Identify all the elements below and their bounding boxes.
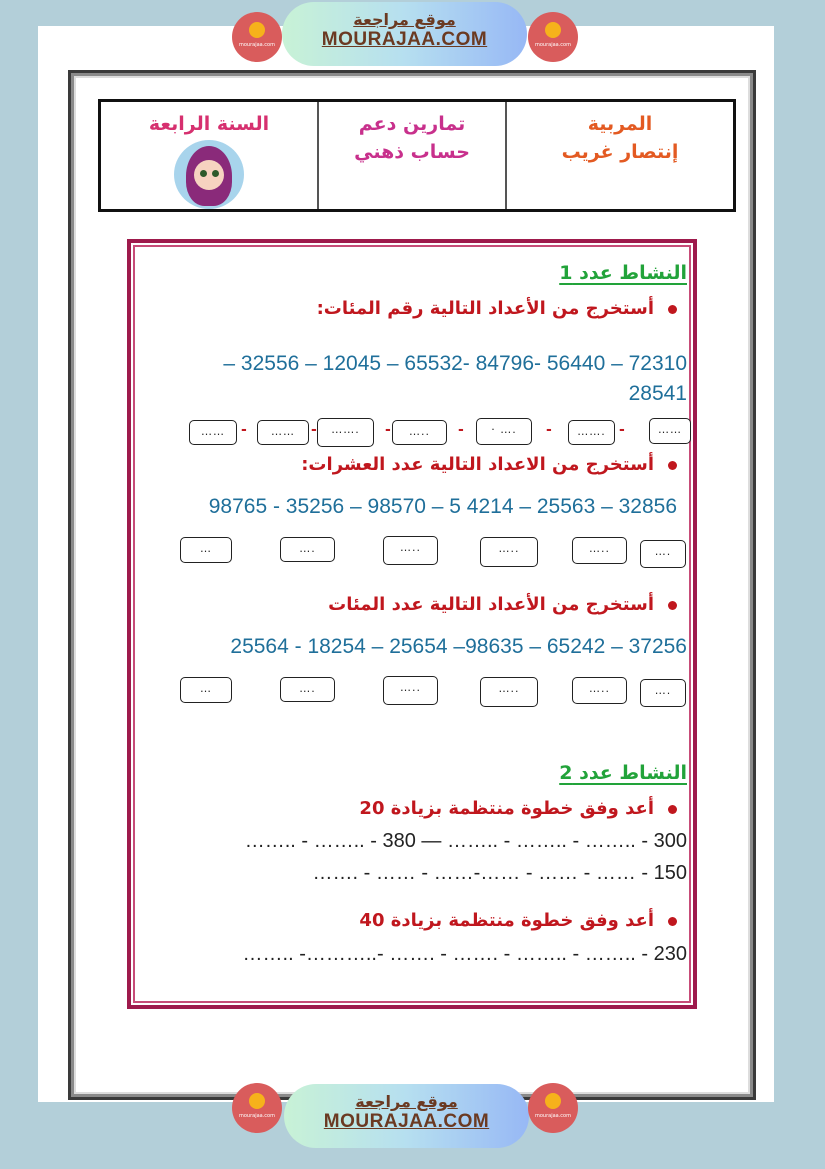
worksheet-title-line2: حساب ذهني [354,141,470,163]
answer-box[interactable]: ……. [317,418,374,447]
answer-box[interactable]: …… [257,420,309,445]
answer-box[interactable]: …. [280,537,335,562]
book-icon [545,22,561,38]
instruction-text: أستخرج من الأعداد التالية رقم المئات: [316,298,654,319]
logo-badge-right-bottom [528,1083,578,1133]
answer-box[interactable]: ….. [383,676,438,705]
book-icon [249,22,265,38]
bullet-icon [668,917,677,926]
site-name-arabic: موقع مراجعة [355,1092,458,1111]
header-cell-title [319,102,507,209]
badge-label: mourajaa.com [238,1113,275,1119]
sequence-line-20b: ……. - …… - ……-…… - …… - …… - 150 [312,862,687,884]
sequence-line-40: …….. -………..- ……. - ……. - …….. - …….. - 230 [242,943,687,965]
site-banner-bottom[interactable] [284,1084,529,1148]
instruction-text: أعد وفق خطوة منتظمة بزيادة 20 [359,798,654,819]
bullet-icon [668,601,677,610]
header-table [98,99,736,212]
answer-box[interactable]: ….. [392,420,447,445]
site-banner-top[interactable] [282,2,527,66]
answer-box[interactable]: …… [649,418,691,444]
answer-box[interactable]: … [180,537,232,563]
instruction-2 [301,454,677,475]
answer-box[interactable]: …. [640,540,686,568]
header-cell-teacher [507,102,733,209]
instruction-text: أعد وفق خطوة منتظمة بزيادة 40 [359,910,654,931]
instruction-4 [359,798,677,819]
instruction-3 [328,594,677,615]
activity2-title: النشاط عدد 2 [559,762,687,784]
bullet-icon [668,805,677,814]
activity1-title: النشاط عدد 1 [559,262,687,284]
answer-box[interactable]: ….. [480,537,538,567]
badge-label: mourajaa.com [534,1113,571,1119]
bullet-icon [668,461,677,470]
site-name-arabic: موقع مراجعة [353,10,456,29]
numbers-line-1a: – 32556 – 12045 – 65532- 84796- 56440 – 72310 [223,352,687,375]
badge-label: mourajaa.com [534,42,571,48]
instruction-5 [359,910,677,931]
worksheet-title-line1: تمارين دعم [358,113,466,135]
numbers-line-3: 25564 - 18254 – 25654 –98635 – 65242 – 37256 [230,635,687,658]
bullet-icon [668,305,677,314]
sequence-line-20a: …….. - …….. - 380 — …….. - …….. - …….. - 300 [244,830,687,852]
instruction-1 [317,298,677,319]
answer-box[interactable]: ….. [572,537,627,564]
badge-label: mourajaa.com [238,42,275,48]
answer-box[interactable]: ….. [383,536,438,565]
logo-badge-left [232,12,282,62]
logo-badge-left-bottom [232,1083,282,1133]
teacher-name: إنتصار غريب [561,141,679,163]
numbers-line-2: 98765 - 35256 – 98570 – 5 4214 – 25563 – 32856 [208,495,677,518]
site-name-english: MOURAJAA.COM [323,1111,490,1132]
answer-box[interactable]: · …. [476,418,532,445]
answer-box[interactable]: …. [280,677,335,702]
avatar [174,140,244,209]
site-name-english: MOURAJAA.COM [321,29,488,50]
teacher-role: المربية [587,113,653,135]
book-icon [249,1093,265,1109]
answer-box[interactable]: ….. [480,677,538,707]
instruction-text: أستخرج من الأعداد التالية عدد المئات [328,594,654,615]
numbers-line-1b: 28541 [628,382,687,405]
grade-label: السنة الرابعة [148,113,270,135]
logo-badge-right [528,12,578,62]
header-cell-grade [101,102,319,209]
book-icon [545,1093,561,1109]
answer-box[interactable]: …. [640,679,686,707]
instruction-text: أستخرج من الاعداد التالية عدد العشرات: [301,454,654,475]
answer-box[interactable]: ….. [572,677,627,704]
answer-box[interactable]: …… [189,420,237,445]
answer-box[interactable]: … [180,677,232,703]
answer-box[interactable]: ……. [568,420,615,445]
